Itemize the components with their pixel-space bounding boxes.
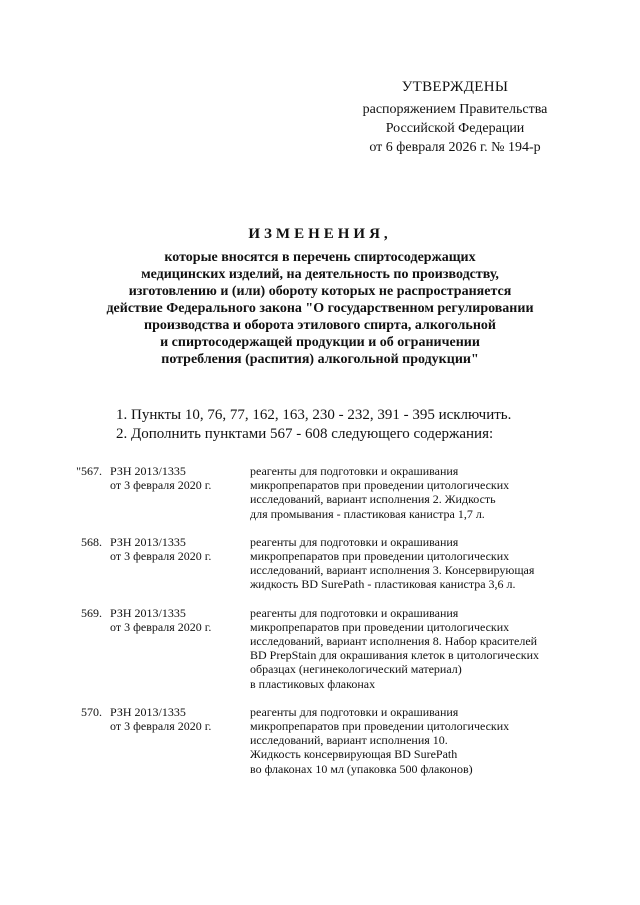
- subtitle-line: которые вносятся в перечень спиртосодержащих: [164, 250, 476, 265]
- registration-date: от 3 февраля 2020 г.: [110, 478, 212, 493]
- description-line: микропрепаратов при проведении цитологических: [250, 478, 510, 493]
- subtitle-line: производства и оборота этилового спирта, алкогольной: [144, 318, 496, 333]
- registration-number: РЗН 2013/1335: [110, 534, 186, 549]
- description-line: исследований, вариант исполнения 2. Жидкость: [250, 492, 496, 507]
- approval-line: от 6 февраля 2026 г. № 194-р: [369, 140, 541, 155]
- approval-title: УТВЕРЖДЕНЫ: [401, 79, 509, 95]
- description-line: микропрепаратов при проведении цитологических: [250, 719, 510, 734]
- description-line: реагенты для подготовки и окрашивания: [250, 534, 459, 549]
- entries-list: [0, 464, 640, 790]
- description-line: микропрепаратов при проведении цитологических: [250, 619, 510, 634]
- entry-item: [0, 705, 640, 776]
- description-line: исследований, вариант исполнения 10.: [250, 733, 448, 748]
- description-line: Жидкость консервирующая BD SurePath: [250, 747, 458, 762]
- entry-item: [0, 606, 640, 691]
- entry-description: [250, 464, 580, 521]
- point-item: 2. Дополнить пунктами 567 - 608 следующего содержания:: [116, 426, 494, 442]
- registration-number: РЗН 2013/1335: [110, 464, 186, 478]
- document-subtitle: [60, 249, 580, 368]
- approval-line: Российской Федерации: [385, 121, 525, 136]
- description-line: жидкость BD SurePath - пластиковая канистра 3,6 л.: [250, 577, 516, 592]
- description-line: исследований, вариант исполнения 8. Набор красителей: [250, 634, 538, 649]
- entry-item: [0, 464, 640, 521]
- description-line: образцах (негинекологический материал): [250, 662, 462, 677]
- subtitle-line: и спиртосодержащей продукции и об ограничении: [160, 335, 480, 350]
- entry-description: [250, 705, 580, 776]
- description-line: для промывания - пластиковая канистра 1,7 л.: [250, 506, 485, 521]
- entry-description: [250, 535, 580, 592]
- entry-registration: [110, 535, 240, 563]
- entry-description: [250, 606, 580, 691]
- registration-number: РЗН 2013/1335: [110, 704, 186, 719]
- document-title: ИЗМЕНЕНИЯ,: [248, 226, 392, 242]
- registration-number: РЗН 2013/1335: [110, 605, 186, 620]
- registration-date: от 3 февраля 2020 г.: [110, 619, 212, 634]
- approval-block: [320, 78, 590, 157]
- subtitle-line: потребления (распития) алкогольной продукции": [161, 352, 479, 367]
- entry-number: 568.: [81, 534, 102, 549]
- entry-number: 570.: [81, 704, 102, 719]
- description-line: реагенты для подготовки и окрашивания: [250, 704, 459, 719]
- subtitle-line: медицинских изделий, на деятельность по производству,: [141, 267, 499, 282]
- description-line: микропрепаратов при проведении цитологических: [250, 549, 510, 564]
- entry-number: 569.: [81, 605, 102, 620]
- description-line: во флаконах 10 мл (упаковка 500 флаконов): [250, 761, 473, 776]
- description-line: исследований, вариант исполнения 3. Консервирующая: [250, 563, 535, 578]
- points-list: [116, 406, 511, 444]
- registration-date: от 3 февраля 2020 г.: [110, 719, 212, 734]
- subtitle-line: изготовлению и (или) обороту которых не распространяется: [128, 284, 512, 299]
- subtitle-line: действие Федерального закона "О государственном регулировании: [106, 301, 534, 316]
- description-line: реагенты для подготовки и окрашивания: [250, 605, 459, 620]
- entry-item: [0, 535, 640, 592]
- description-line: BD PrepStain для окрашивания клеток в цитологических: [250, 648, 540, 663]
- registration-date: от 3 февраля 2020 г.: [110, 549, 212, 564]
- description-line: реагенты для подготовки и окрашивания: [250, 464, 459, 478]
- entry-registration: [110, 464, 240, 492]
- entry-registration: [110, 705, 240, 733]
- point-item: 1. Пункты 10, 76, 77, 162, 163, 230 - 232, 391 - 395 исключить.: [116, 407, 512, 423]
- approval-line: распоряжением Правительства: [362, 102, 548, 117]
- description-line: в пластиковых флаконах: [250, 676, 376, 691]
- entry-registration: [110, 606, 240, 634]
- entry-number: "567.: [76, 464, 102, 478]
